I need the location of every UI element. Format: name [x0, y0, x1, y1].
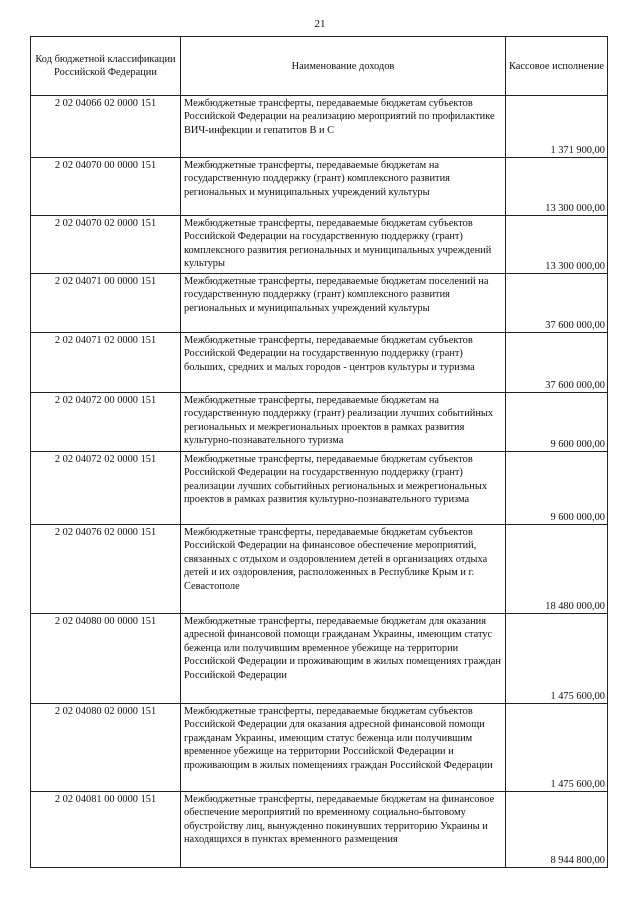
row-amount: 18 480 000,00 — [506, 525, 608, 614]
row-amount: 13 300 000,00 — [506, 216, 608, 274]
row-amount: 37 600 000,00 — [506, 333, 608, 393]
row-name: Межбюджетные трансферты, передаваемые бюджетам субъектов Российской Федерации на финансовое обеспечение мероприятий, связанных с отдыхом и оздоровлением детей в организациях отдыха детей и их оздоровления, расположенных в Республике Крым и г. Севастополе — [181, 525, 506, 614]
row-name: Межбюджетные трансферты, передаваемые бюджетам на финансовое обеспечение мероприятий по временному социально-бытовому обустройству лиц, вынужденно покинувших территорию Украины и находящихся в пунктах временного размещения — [181, 792, 506, 868]
row-amount: 9 600 000,00 — [506, 452, 608, 525]
table-row — [31, 525, 608, 614]
row-code: 2 02 04071 02 0000 151 — [31, 333, 181, 393]
table-row — [31, 333, 608, 393]
row-amount: 8 944 800,00 — [506, 792, 608, 868]
row-code: 2 02 04076 02 0000 151 — [31, 525, 181, 614]
table-row — [31, 452, 608, 525]
row-name: Межбюджетные трансферты, передаваемые бюджетам на государственную поддержку (грант) реализации лучших событийных региональных и межрегиональных проектов в рамках развития культурно-познавательного туризма — [181, 393, 506, 452]
table-row — [31, 274, 608, 333]
row-amount: 1 475 600,00 — [506, 614, 608, 704]
table-row — [31, 614, 608, 704]
row-code: 2 02 04066 02 0000 151 — [31, 96, 181, 158]
table-row — [31, 158, 608, 216]
row-amount: 13 300 000,00 — [506, 158, 608, 216]
page-number: 21 — [314, 18, 326, 30]
row-code: 2 02 04081 00 0000 151 — [31, 792, 181, 868]
row-name: Межбюджетные трансферты, передаваемые бюджетам поселений на государственную поддержку (грант) комплексного развития региональных и муниципальных учреждений культуры — [181, 274, 506, 333]
row-name: Межбюджетные трансферты, передаваемые бюджетам для оказания адресной финансовой помощи гражданам Украины, имеющим статус беженца или получившим временное убежище на территории Российской Федерации и проживающим в жилых помещениях граждан Российской Федерации — [181, 614, 506, 704]
revenue-table — [30, 36, 608, 868]
row-name: Межбюджетные трансферты, передаваемые бюджетам субъектов Российской Федерации для оказания адресной финансовой помощи гражданам Украины, имеющим статус беженца или получившим временное убежище на территории Российской Федерации и проживающим в жилых помещениях граждан Российской Федерации — [181, 704, 506, 792]
row-code: 2 02 04080 00 0000 151 — [31, 614, 181, 704]
row-amount: 9 600 000,00 — [506, 393, 608, 452]
header-code: Код бюджетной классификации Российской Федерации — [31, 37, 181, 96]
row-code: 2 02 04080 02 0000 151 — [31, 704, 181, 792]
table-row — [31, 96, 608, 158]
row-code: 2 02 04071 00 0000 151 — [31, 274, 181, 333]
row-name: Межбюджетные трансферты, передаваемые бюджетам субъектов Российской Федерации на государственную поддержку (грант) реализации лучших событийных региональных и межрегиональных проектов в рамках развития культурно-познавательного туризма — [181, 452, 506, 525]
table-row — [31, 393, 608, 452]
row-amount: 1 371 900,00 — [506, 96, 608, 158]
header-name: Наименование доходов — [181, 37, 506, 96]
row-amount: 37 600 000,00 — [506, 274, 608, 333]
row-code: 2 02 04070 02 0000 151 — [31, 216, 181, 274]
row-amount: 1 475 600,00 — [506, 704, 608, 792]
table-row — [31, 216, 608, 274]
table-row — [31, 792, 608, 868]
row-code: 2 02 04070 00 0000 151 — [31, 158, 181, 216]
header-amount: Кассовое исполнение — [506, 37, 608, 96]
row-code: 2 02 04072 02 0000 151 — [31, 452, 181, 525]
row-name: Межбюджетные трансферты, передаваемые бюджетам субъектов Российской Федерации на государственную поддержку (грант) больших, средних и малых городов - центров культуры и туризма — [181, 333, 506, 393]
table-row — [31, 704, 608, 792]
row-name: Межбюджетные трансферты, передаваемые бюджетам субъектов Российской Федерации на государственную поддержку (грант) комплексного развития региональных и муниципальных учреждений культуры — [181, 216, 506, 274]
row-name: Межбюджетные трансферты, передаваемые бюджетам на государственную поддержку (грант) комплексного развития региональных и муниципальных учреждений культуры — [181, 158, 506, 216]
row-code: 2 02 04072 00 0000 151 — [31, 393, 181, 452]
table-header-row — [31, 37, 608, 96]
row-name: Межбюджетные трансферты, передаваемые бюджетам субъектов Российской Федерации на реализацию мероприятий по профилактике ВИЧ-инфекции и гепатитов В и С — [181, 96, 506, 158]
